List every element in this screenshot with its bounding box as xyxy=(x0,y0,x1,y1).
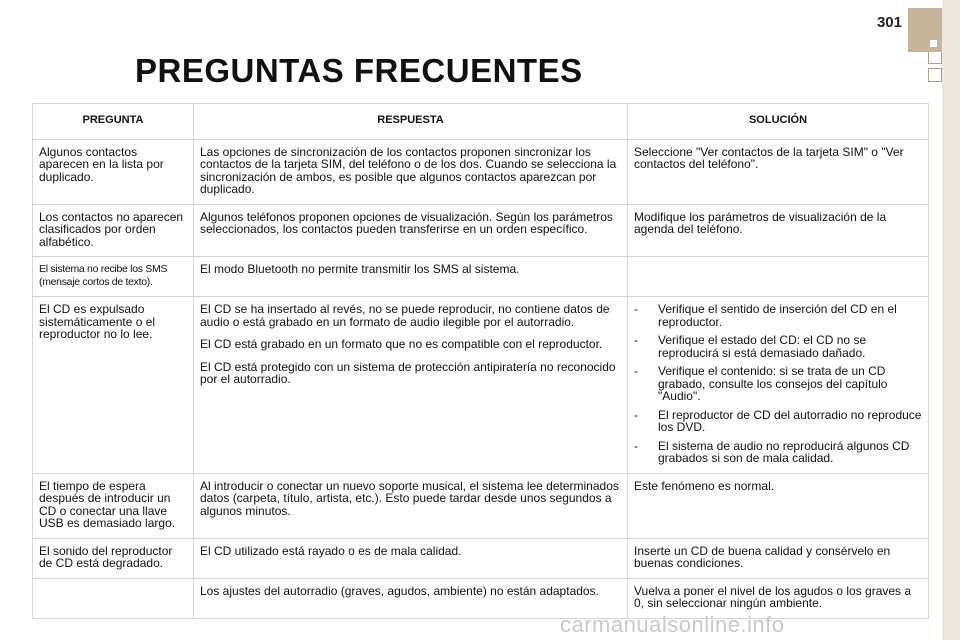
question-cell xyxy=(33,578,194,618)
solution-item-text: Verifique el sentido de inserción del CD en el reproductor. xyxy=(658,302,897,329)
answer-cell xyxy=(194,139,628,204)
solution-cell: Seleccione "Ver contactos de la tarjeta SIM" o "Ver contactos del teléfono". xyxy=(628,139,929,204)
question-cell: Los contactos no aparecen clasificados por orden alfabético. xyxy=(33,204,194,257)
bullet-dash-icon: - xyxy=(634,364,638,378)
side-margin-strip xyxy=(942,0,960,640)
question-cell: El tiempo de espera después de introducir un CD o conectar una llave USB es demasiado largo. xyxy=(33,473,194,538)
solution-list-item xyxy=(634,334,922,359)
question-cell: El sistema no recibe los SMS (mensaje cortos de texto). xyxy=(33,257,194,297)
column-header-solution: SOLUCIÓN xyxy=(628,104,929,140)
chapter-tab xyxy=(908,8,942,52)
question-cell: El CD es expulsado sistemáticamente o el reproductor no lo lee. xyxy=(33,297,194,474)
table-row xyxy=(33,139,929,204)
chapter-tab-square-icon xyxy=(930,40,937,47)
table-row xyxy=(33,204,929,257)
solution-list xyxy=(634,303,922,465)
answer-cell xyxy=(194,473,628,538)
table-row xyxy=(33,578,929,618)
answer-cell xyxy=(194,297,628,474)
question-cell: Algunos contactos aparecen en la lista por duplicado. xyxy=(33,139,194,204)
table-row xyxy=(33,257,929,297)
watermark: carmanualsonline.info xyxy=(560,612,785,637)
solution-cell xyxy=(628,257,929,297)
page-number: 301 xyxy=(876,14,902,31)
solution-list-item xyxy=(634,303,922,328)
faq-table xyxy=(32,103,929,619)
answer-text: Al introducir o conectar un nuevo soporte musical, el sistema lee determinados datos (carpeta, título, artista, etc.). Esto puede tardar desde unos segundos a algunos minutos. xyxy=(200,478,619,518)
answer-cell xyxy=(194,204,628,257)
bullet-dash-icon: - xyxy=(634,333,638,347)
chapter-marker-icon xyxy=(928,68,942,82)
solution-cell: Inserte un CD de buena calidad y consérvelo en buenas condiciones. xyxy=(628,538,929,578)
table-row xyxy=(33,297,929,474)
table-header-row xyxy=(33,104,929,140)
chapter-marker-icon xyxy=(928,50,942,64)
solution-cell: Este fenómeno es normal. xyxy=(628,473,929,538)
bullet-dash-icon: - xyxy=(634,302,638,316)
column-header-answer: RESPUESTA xyxy=(194,104,628,140)
answer-text: Algunos teléfonos proponen opciones de visualización. Según los parámetros seleccionados, los contactos pueden transferirse en un orden específico. xyxy=(200,209,613,236)
bullet-dash-icon: - xyxy=(634,407,638,422)
answer-text: El CD está protegido con un sistema de protección antipiratería no reconocido por el autorradio. xyxy=(200,359,616,386)
table-row xyxy=(33,538,929,578)
answer-text: El modo Bluetooth no permite transmitir los SMS al sistema. xyxy=(200,262,520,276)
solution-item-text: El sistema de audio no reproducirá algunos CD grabados si son de mala calidad. xyxy=(658,438,910,465)
bullet-dash-icon: - xyxy=(634,438,638,453)
table-row xyxy=(33,473,929,538)
faq-table-container xyxy=(32,103,928,619)
solution-cell: Modifique los parámetros de visualización de la agenda del teléfono. xyxy=(628,204,929,257)
solution-item-text: Verifique el estado del CD: el CD no se reproducirá si está demasiado dañado. xyxy=(658,333,867,360)
solution-item-text: El reproductor de CD del autorradio no reproduce los DVD. xyxy=(658,407,922,434)
answer-cell xyxy=(194,538,628,578)
answer-text: Las opciones de sincronización de los contactos proponen sincronizar los contactos de la tarjeta SIM, del teléfono o de los dos. Cuando se selecciona la sincronización de ambos, es posible que algunos contactos aparezcan por duplicado. xyxy=(200,144,617,196)
page-title: PREGUNTAS FRECUENTES xyxy=(135,52,583,89)
solution-cell xyxy=(628,297,929,474)
question-cell: El sonido del reproductor de CD está degradado. xyxy=(33,538,194,578)
answer-text: El CD utilizado está rayado o es de mala calidad. xyxy=(200,543,462,558)
solution-list-item xyxy=(634,409,922,434)
solution-cell: Vuelva a poner el nivel de los agudos o los graves a 0, sin seleccionar ningún ambiente. xyxy=(628,578,929,618)
answer-text: El CD se ha insertado al revés, no se puede reproducir, no contiene datos de audio o está grabado en un formato de audio ilegible por el autorradio. xyxy=(200,302,610,329)
answer-cell xyxy=(194,257,628,297)
solution-item-text: Verifique el contenido: si se trata de un CD grabado, consulte los consejos del capítulo "Audio". xyxy=(658,364,888,403)
answer-text: Los ajustes del autorradio (graves, agudos, ambiente) no están adaptados. xyxy=(200,583,599,598)
solution-list-item xyxy=(634,365,922,403)
answer-text: El CD está grabado en un formato que no es compatible con el reproductor. xyxy=(200,337,603,351)
column-header-question: PREGUNTA xyxy=(33,104,194,140)
solution-list-item xyxy=(634,440,922,465)
